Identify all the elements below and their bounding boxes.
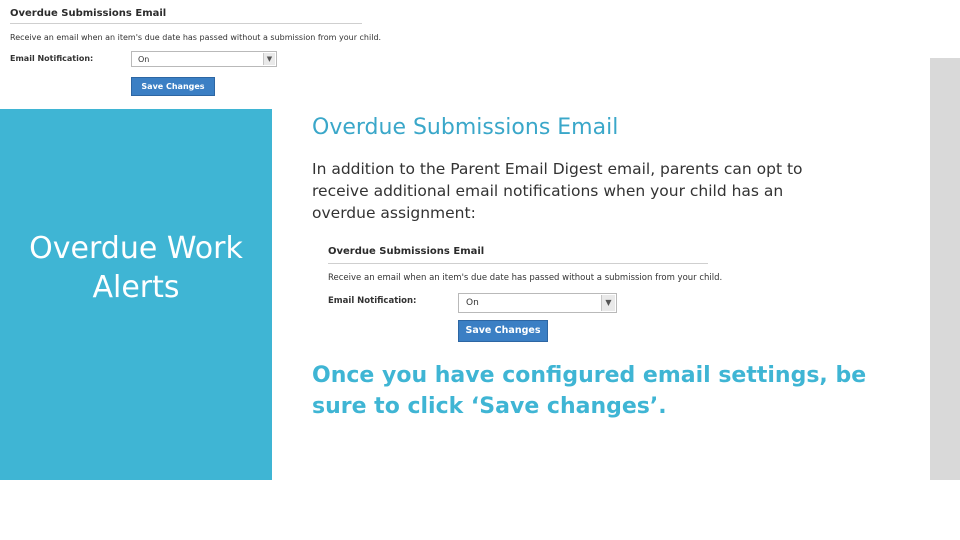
inner-snippet-description: Receive an email when an item's due date has passed without a submission from your child.: [328, 273, 723, 283]
top-snippet-title: Overdue Submissions Email: [10, 8, 167, 19]
top-email-notification-select[interactable]: [131, 51, 277, 67]
top-email-notification-label: Email Notification:: [10, 54, 94, 63]
inner-email-notification-select[interactable]: [458, 293, 617, 313]
right-side-bar: [930, 58, 960, 480]
inner-snippet-divider: [328, 263, 708, 264]
save-reminder-callout: Once you have configured email settings, be sure to click ‘Save changes’.: [312, 363, 867, 419]
inner-snippet-title: Overdue Submissions Email: [328, 246, 485, 257]
slide-title: [0, 229, 272, 307]
inner-save-changes-button[interactable]: Save Changes: [458, 320, 548, 342]
inner-select-value: On: [466, 298, 479, 308]
chevron-down-icon[interactable]: ▼: [601, 295, 615, 311]
slide-title-line2: Alerts: [92, 270, 180, 305]
section-paragraph: In addition to the Parent Email Digest email, parents can opt to receive additional email notifications when your child has an overdue assignment:: [312, 160, 803, 222]
top-save-changes-button[interactable]: Save Changes: [131, 77, 215, 96]
chevron-down-icon[interactable]: ▼: [263, 53, 275, 65]
top-select-value: On: [138, 55, 150, 64]
top-snippet-description: Receive an email when an item's due date has passed without a submission from your child.: [10, 33, 382, 42]
inner-email-notification-label: Email Notification:: [328, 296, 417, 306]
section-heading: Overdue Submissions Email: [312, 115, 619, 140]
top-snippet-divider: [10, 23, 362, 24]
slide-title-line1: Overdue Work: [29, 231, 243, 266]
